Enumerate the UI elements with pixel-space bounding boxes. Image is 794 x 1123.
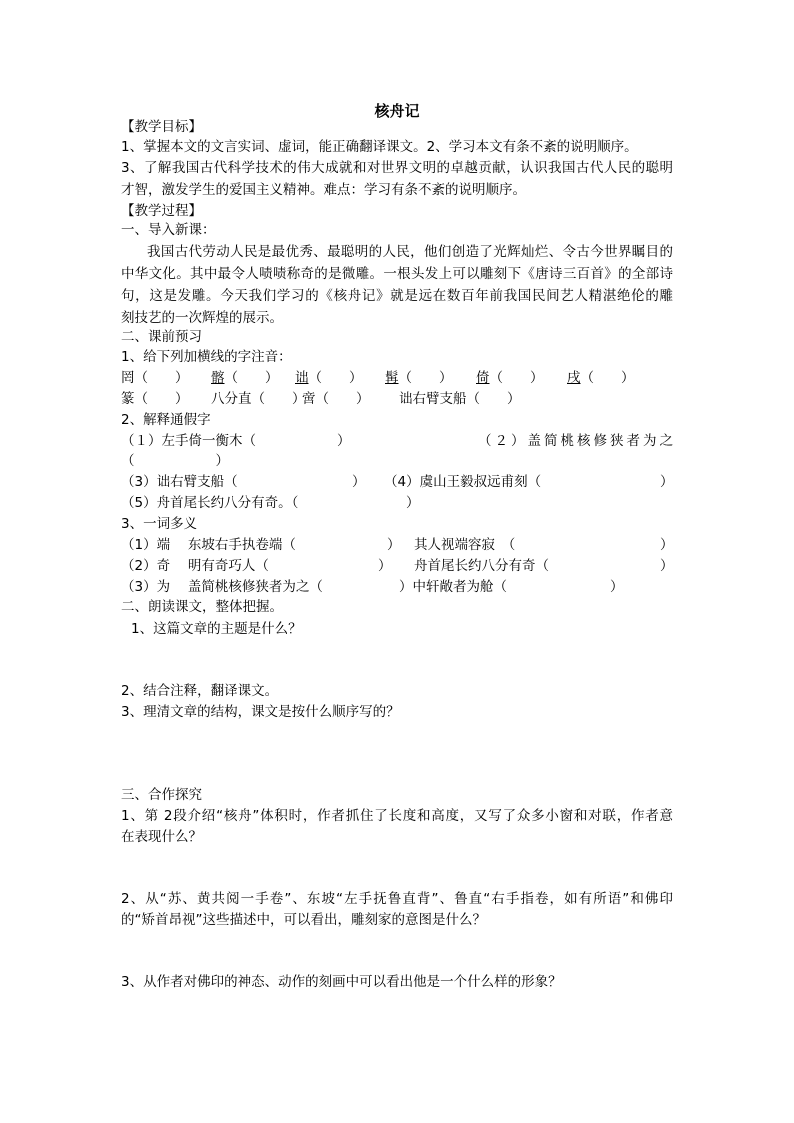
pinyin-item — [121, 389, 189, 409]
tongjia-item-5: （5）舟首尾长约八分有奇。（ — [121, 495, 299, 511]
pinyin-item — [567, 368, 635, 388]
tongjia-item-1: （１）左手倚一衡木（ ） — [121, 433, 351, 449]
pinyin-item — [295, 368, 363, 388]
target-char: 戌 — [567, 370, 581, 386]
pinyin-item — [385, 368, 453, 388]
polysemy-2-a: （2）奇 明有奇巧人（ — [121, 558, 269, 574]
question-1: 1、给下列加横线的字注音： — [121, 349, 292, 365]
read-question-3: 3、理清文章的结构，课文是按什么顺序写的？ — [121, 704, 400, 720]
answer-blank[interactable]: （ ） — [251, 391, 306, 407]
answer-blank[interactable]: （ ） — [580, 370, 635, 386]
coop-question-2-line-1: 2、从“苏、黄共阅一手卷”、东坡“左手抚鲁直背”、鲁直“右手指卷，如有所语”和佛印 — [121, 891, 673, 907]
goals-line-2: 3、了解我国古代科学技术的伟大成就和对世界文明的卓越贡献，认识我国古代人民的聪明 — [121, 160, 673, 176]
tongjia-item-2: （２）盖简桃核修狭者为之 — [478, 433, 673, 449]
target-char: 倚 — [476, 370, 490, 386]
goals-line-3: 才智，激发学生的爱国主义精神。难点：学习有条不紊的说明顺序。 — [121, 182, 526, 198]
coop-question-1-line-2: 在表现什么？ — [121, 829, 202, 845]
target-char: 篆 — [121, 391, 135, 407]
coop-question-1-line-1: 1、第 2段介绍“核舟”体积时，作者抓住了长度和高度，又写了众多小窗和对联，作者意 — [121, 808, 673, 824]
intro-paragraph-line-2: 中华文化。其中最令人啧啧称奇的是微雕。一根头发上可以雕刻下《唐诗三百首》的全部诗 — [121, 266, 673, 282]
answer-blank[interactable]: （ ） — [134, 391, 189, 407]
polysemy-3-b: ）中轩敞者为舱（ — [399, 579, 507, 595]
target-char: 诎右臂支船 — [399, 391, 467, 407]
answer-blank[interactable]: （ ） — [308, 370, 363, 386]
tongjia-item-3: （3）诎右臂支船（ — [121, 474, 238, 490]
question-3: 3、一词多义 — [121, 516, 198, 532]
target-char: 诎 — [295, 370, 309, 386]
intro-heading: 一、导入新课： — [121, 222, 216, 238]
target-char: 罔 — [121, 370, 135, 386]
pinyin-item — [121, 368, 189, 388]
process-heading: 【教学过程】 — [121, 203, 202, 219]
answer-blank[interactable]: （ ） — [315, 391, 370, 407]
tongjia-item-5-close: ） — [406, 495, 420, 511]
tongjia-item-2-blank[interactable]: （ ） — [121, 453, 229, 469]
polysemy-3-a: （3）为 盖简桃核修狭者为之（ — [121, 579, 323, 595]
target-char: 髯 — [385, 370, 399, 386]
polysemy-2-b-close: ） — [660, 558, 674, 574]
pinyin-item — [399, 389, 521, 409]
intro-paragraph-line-4: 刻技艺的一次辉煌的展示。 — [121, 310, 283, 326]
polysemy-1-a-close: ） — [387, 537, 401, 553]
intro-paragraph-line-1: 我国古代劳动人民是最优秀、最聪明的人民，他们创造了光辉灿烂、令古今世界瞩目的 — [147, 244, 673, 260]
target-char: 啻 — [302, 391, 316, 407]
answer-blank[interactable]: （ ） — [466, 391, 521, 407]
tongjia-item-4: （4）虞山王毅叔远甫刻（ — [384, 474, 542, 490]
read-question-2: 2、结合注释，翻译课文。 — [121, 683, 279, 699]
intro-paragraph-line-3: 句，这是发雕。今天我们学习的《核舟记》就是远在数百年前我国民间艺人精湛绝伦的雕 — [121, 288, 673, 304]
preview-heading: 二、课前预习 — [121, 329, 202, 345]
question-2: 2、解释通假字 — [121, 412, 211, 428]
pinyin-item — [302, 389, 370, 409]
answer-blank[interactable]: （ ） — [134, 370, 189, 386]
pinyin-item — [211, 368, 279, 388]
polysemy-1-a: （1）端 东坡右手执卷端（ — [121, 537, 296, 553]
polysemy-3-b-close: ） — [610, 579, 624, 595]
coop-question-2-line-2: 的“矫首昂视”这些描述中，可以看出，雕刻家的意图是什么？ — [121, 912, 486, 928]
polysemy-2-b: 舟首尾长约八分有奇（ — [414, 558, 549, 574]
coop-heading: 三、合作探究 — [121, 787, 202, 803]
target-char: 髂 — [211, 370, 225, 386]
answer-blank[interactable]: （ ） — [224, 370, 279, 386]
goals-line-1: 1、掌握本文的文言实词、虚词，能正确翻译课文。2、学习本文有条不紊的说明顺序。 — [121, 139, 638, 155]
pinyin-item — [476, 368, 544, 388]
goals-heading: 【教学目标】 — [121, 119, 202, 135]
target-char: 八分直 — [211, 391, 252, 407]
answer-blank[interactable]: （ ） — [489, 370, 544, 386]
coop-question-3: 3、从作者对佛印的神态、动作的刻画中可以看出他是一个什么样的形象？ — [121, 974, 562, 990]
tongjia-item-3-close: ） — [352, 474, 366, 490]
read-heading: 二、朗读课文，整体把握。 — [121, 599, 283, 615]
polysemy-2-a-close: ） — [378, 558, 392, 574]
answer-blank[interactable]: （ ） — [398, 370, 453, 386]
page-title: 核舟记 — [374, 102, 420, 120]
polysemy-1-b-close: ） — [660, 537, 674, 553]
tongjia-item-4-close: ） — [660, 474, 674, 490]
polysemy-1-b: 其人视端容寂 （ — [414, 537, 516, 553]
read-question-1: 1、这篇文章的主题是什么？ — [131, 621, 302, 637]
pinyin-item — [211, 389, 306, 409]
